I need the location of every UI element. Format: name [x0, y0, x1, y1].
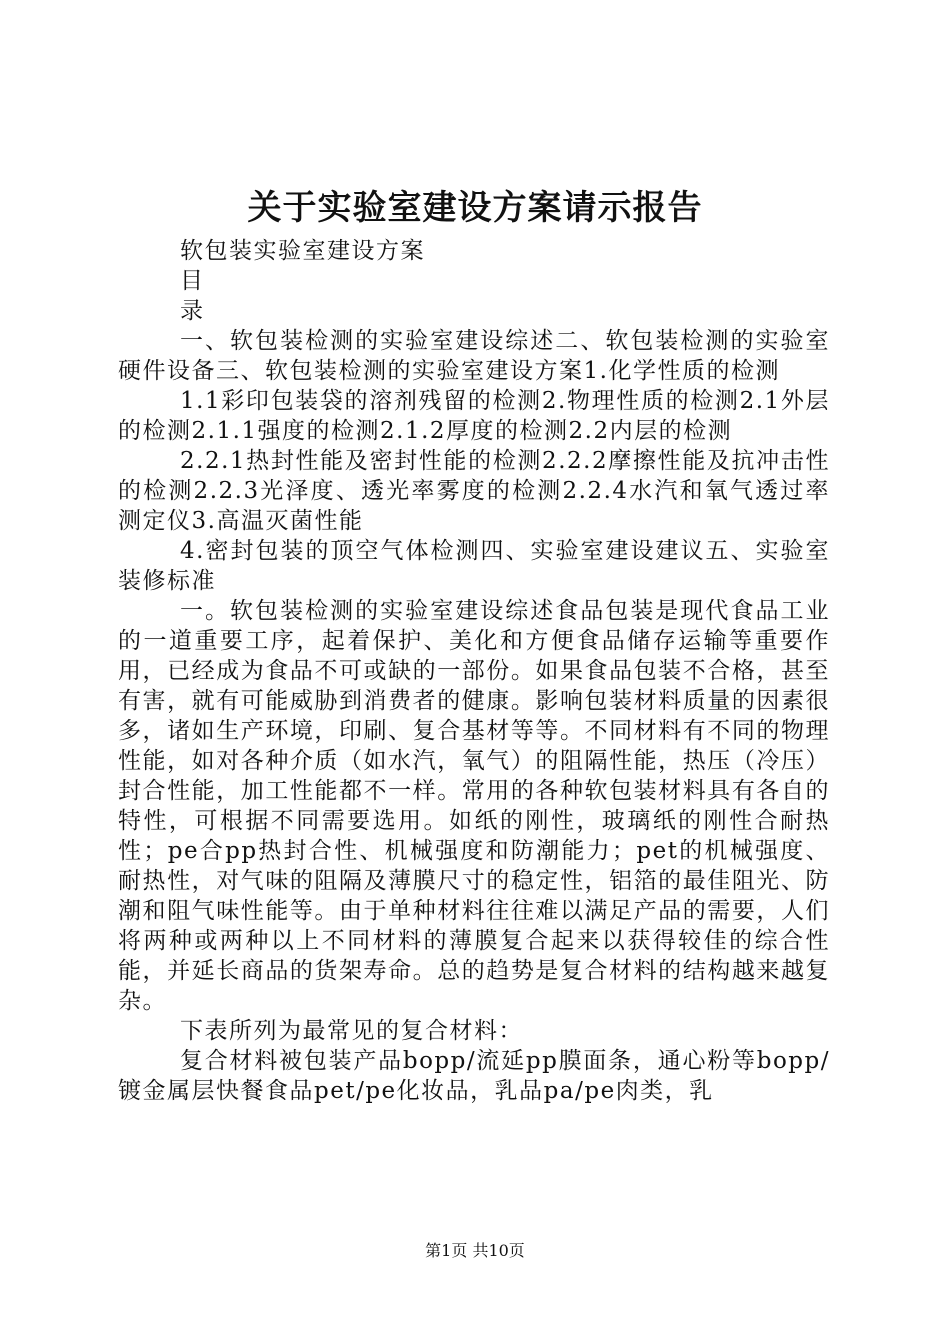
document-body — [118, 236, 830, 1106]
toc-heading-part1: 目 — [180, 268, 205, 294]
toc-paragraph: 一、软包装检测的实验室建设综述二、软包装检测的实验室硬件设备三、软包装检测的实验室建设方案1.化学性质的检测 — [118, 328, 830, 384]
toc-paragraph: 1.1彩印包装袋的溶剂残留的检测2.物理性质的检测2.1外层的检测2.1.1强度的检测2.1.2厚度的检测2.2内层的检测 — [118, 388, 830, 444]
body-paragraph: 一。软包装检测的实验室建设综述食品包装是现代食品工业的一道重要工序，起着保护、美化和方便食品储存运输等重要作用，已经成为食品不可或缺的一部份。如果食品包装不合格，甚至有害，就有可能威胁到消费者的健康。影响包装材料质量的因素很多，诸如生产环境，印刷、复合基材等等。不同材料有不同的物理性能，如对各种介质（如水汽，氧气）的阻隔性能，热压（冷压）封合性能，加工性能都不一样。常用的各种软包装材料具有各自的特性，可根据不同需要选用。如纸的刚性，玻璃纸的刚性合耐热性；pe合pp热封合性、机械强度和防潮能力；pet的机械强度、耐热性，对气味的阻隔及薄膜尺寸的稳定性，铝箔的最佳阻光、防潮和阻气味性能等。由于单种材料往往难以满足产品的需要，人们将两种或两种以上不同材料的薄膜复合起来以获得较佳的综合性能，并延长商品的货架寿命。总的趋势是复合材料的结构越来越复杂。 — [118, 598, 830, 1014]
body-paragraph: 复合材料被包装产品bopp/流延pp膜面条，通心粉等bopp/镀金属层快餐食品pet/pe化妆品，乳品pa/pe肉类，乳 — [118, 1048, 830, 1104]
page-footer: 第1页 共10页 — [425, 1241, 525, 1260]
body-paragraph: 下表所列为最常见的复合材料： — [180, 1018, 523, 1044]
document-title: 关于实验室建设方案请示报告 — [247, 188, 703, 228]
toc-heading-part2: 录 — [180, 298, 205, 324]
toc-paragraph: 4.密封包装的顶空气体检测四、实验室建设建议五、实验室装修标准 — [118, 538, 830, 594]
subtitle-paragraph: 软包装实验室建设方案 — [180, 238, 425, 264]
toc-paragraph: 2.2.1热封性能及密封性能的检测2.2.2摩擦性能及抗冲击性的检测2.2.3光泽度、透光率雾度的检测2.2.4水汽和氧气透过率测定仪3.高温灭菌性能 — [118, 448, 830, 534]
